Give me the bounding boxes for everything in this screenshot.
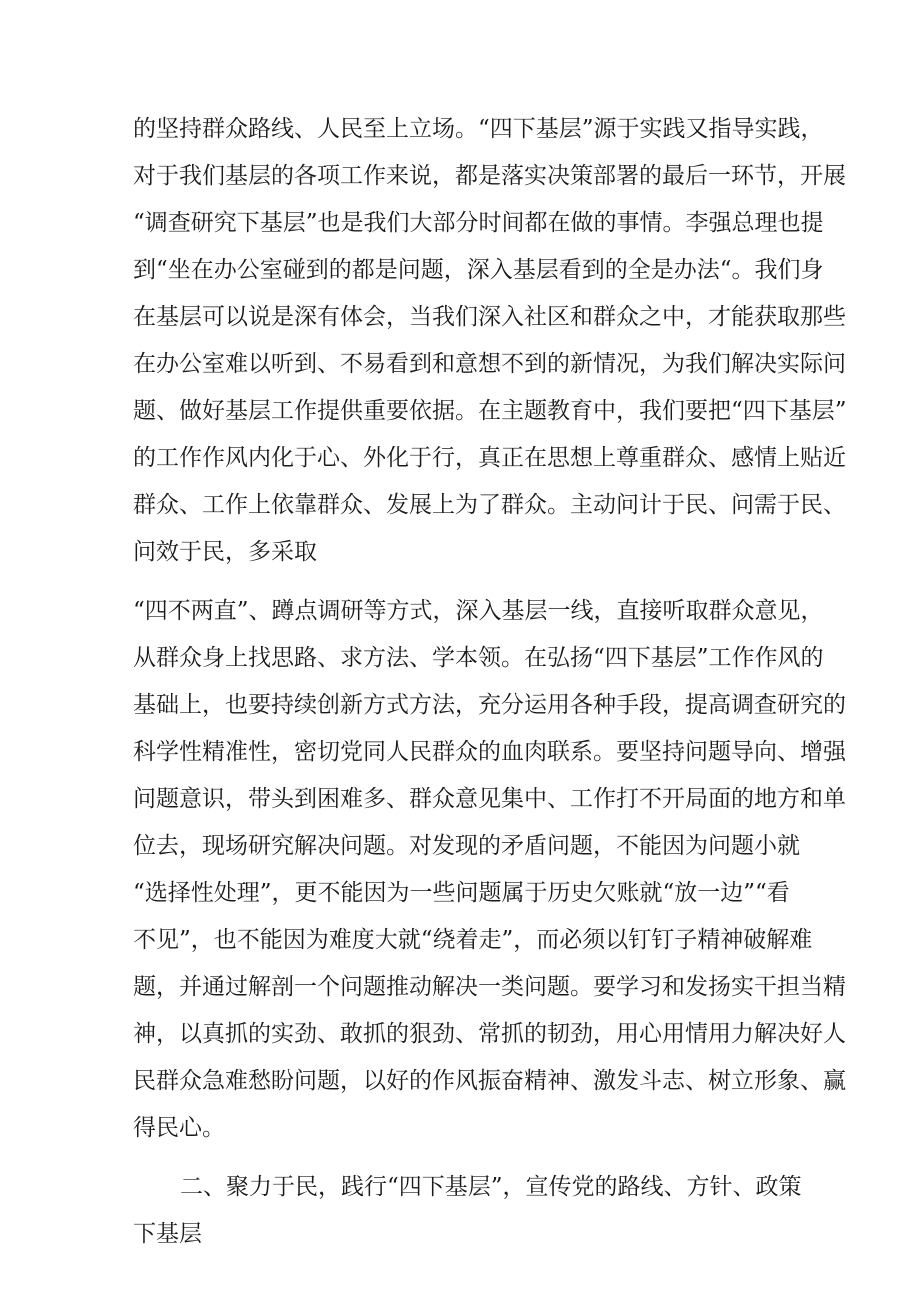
text-line: “调查研究下基层”也是我们大部分时间都在做的事情。李强总理也提 — [133, 210, 824, 236]
text-line: 民群众急难愁盼问题，以好的作风振奋精神、激发斗志、树立形象、赢 — [133, 1068, 846, 1094]
text-line: 问题意识，带头到困难多、群众意见集中、工作打不开局面的地方和单 — [133, 786, 846, 812]
text-line: 问效于民，多采取 — [133, 539, 317, 565]
text-line: 科学性精准性，密切党同人民群众的血肉联系。要坚持问题导向、增强 — [133, 739, 846, 765]
text-line: “四不两直”、蹲点调研等方式，深入基层一线，直接听取群众意见， — [133, 598, 824, 624]
text-line: “选择性处理”，更不能因为一些问题属于历史欠账就“放一边”“看 — [133, 880, 790, 906]
text-line: 群众、工作上依靠群众、发展上为了群众。主动问计于民、问需于民、 — [133, 492, 846, 518]
text-line: 对于我们基层的各项工作来说，都是落实决策部署的最后一环节，开展 — [133, 163, 846, 189]
section-heading: 二、聚力于民，践行“四下基层”，宣传党的路线、方针、政策 — [180, 1174, 802, 1200]
text-line: 神，以真抓的实劲、敢抓的狠劲、常抓的韧劲，用心用情用力解决好人 — [133, 1021, 846, 1047]
text-line: 题，并通过解剖一个问题推动解决一类问题。要学习和发扬实干担当精 — [133, 974, 846, 1000]
text-line: 到“坐在办公室碰到的都是问题，深入基层看到的全是办法“。我们身 — [133, 257, 824, 283]
text-line: 从群众身上找思路、求方法、学本领。在弘扬“四下基层”工作作风的 — [133, 645, 824, 671]
text-line: 基础上，也要持续创新方式方法，充分运用各种手段，提高调查研究的 — [133, 692, 846, 718]
text-line: 题、做好基层工作提供重要依据。在主题教育中，我们要把“四下基层” — [133, 398, 847, 424]
text-line: 得民心。 — [133, 1115, 225, 1141]
text-line: 在办公室难以听到、不易看到和意想不到的新情况，为我们解决实际问 — [133, 351, 846, 377]
text-line: 位去，现场研究解决问题。对发现的矛盾问题，不能因为问题小就 — [133, 833, 800, 859]
text-line: 不见”，也不能因为难度大就“绕着走”，而必须以钉钉子精神破解难 — [133, 927, 813, 953]
section-heading-continued: 下基层 — [133, 1221, 202, 1247]
text-line: 的工作作风内化于心、外化于行，真正在思想上尊重群众、感情上贴近 — [133, 445, 846, 471]
text-line: 的坚持群众路线、人民至上立场。“四下基层”源于实践又指导实践， — [133, 116, 824, 142]
text-line: 在基层可以说是深有体会，当我们深入社区和群众之中，才能获取那些 — [133, 304, 846, 330]
